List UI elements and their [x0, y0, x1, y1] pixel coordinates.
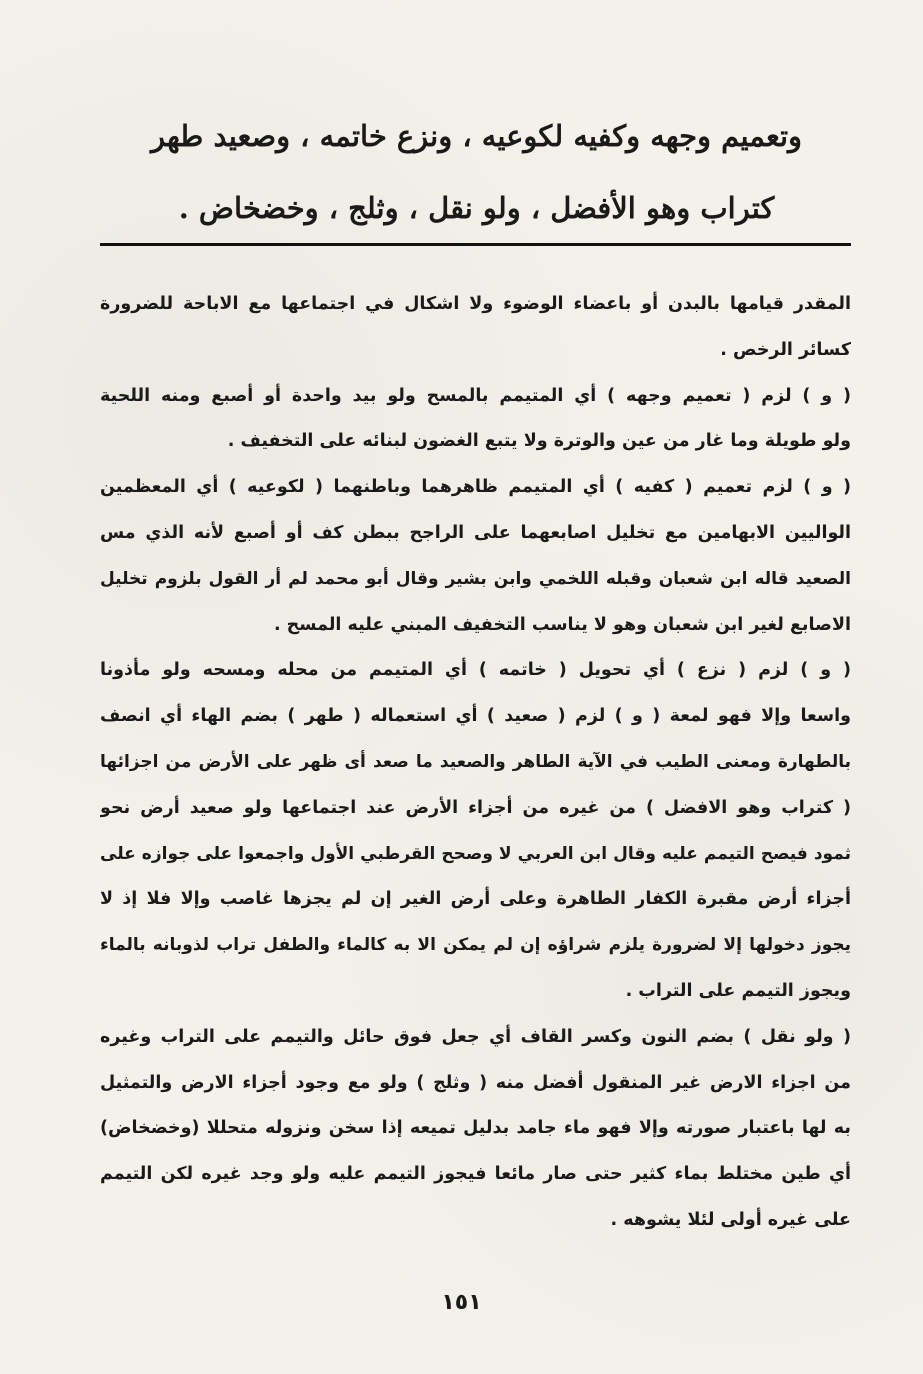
commentary-line: يجوز دخولها إلا لضرورة يلزم شراؤه إن لم يمكن الا به كالماء والطفل تراب لذوبانه بالماء [100, 935, 851, 956]
matn-line: كتراب وهو الأفضل ، ولو نقل ، وثلج ، وخضخاض . [178, 191, 775, 225]
page-number: ١٥١ [441, 1290, 482, 1315]
commentary-line: ثمود فيصح التيمم عليه وقال ابن العربي لا وصحح القرطبي الأول واجمعوا على جوازه على [100, 843, 851, 864]
commentary-line: ( و ) لزم ( تعميم وجهه ) أي المتيمم بالمسح ولو بيد واحدة أو أصبع ومنه اللحية [100, 385, 851, 406]
commentary-text [100, 282, 851, 1244]
commentary-line: أجزاء أرض مقبرة الكفار الطاهرة وعلى أرض الغير إن لم يجزها غاصب وإلا فلا إذ لا [100, 889, 851, 910]
commentary-line: ولو طويلة وما غار من عين والوترة ولا يتبع الغضون لبنائه على التخفيف . [227, 431, 851, 452]
commentary-line: ( و ) لزم ( نزع ) أي تحويل ( خاتمه ) أي المتيمم من محله ومسحه ولو مأذونا [100, 660, 851, 681]
commentary-line: أي طين مختلط بماء كثير حتى صار مائعا فيجوز التيمم عليه ولو وجد غيره لكن التيمم [100, 1164, 851, 1185]
matn-text [110, 100, 843, 244]
commentary-line: به لها باعتبار صورته وإلا فهو ماء جامد بدليل تميعه إذا سخن ونزوله متحللا (وخضخاض) [100, 1118, 851, 1139]
commentary-line: من اجزاء الارض غير المنقول أفضل منه ( وثلج ) ولو مع وجود أجزاء الارض والتمثيل [100, 1072, 851, 1093]
commentary-line: بالطهارة ومعنى الطيب في الآية الطاهر والصعيد ما صعد أى ظهر على الأرض من اجزائها [100, 751, 851, 772]
commentary-line: المقدر قيامها بالبدن أو باعضاء الوضوء ولا اشكال في اجتماعها مع الاباحة للضرورة [100, 294, 851, 314]
commentary-line: الواليين الابهامين مع تخليل اصابعهما على الراجح ببطن كف أو أصبع لأنه الذي مس [100, 522, 851, 543]
commentary-line: الصعيد قاله ابن شعبان وقبله اللخمي وابن بشير وقال أبو محمد لم أر القول بلزوم تخليل [100, 568, 851, 589]
commentary-line: على غيره أولى لئلا يشوهه . [610, 1209, 851, 1230]
commentary-line: ( ولو نقل ) بضم النون وكسر القاف أي جعل فوق حائل والتيمم على التراب وغيره [100, 1026, 851, 1047]
commentary-line: كسائر الرخص . [720, 339, 851, 360]
commentary-line: واسعا وإلا فهو لمعة ( و ) لزم ( صعيد ) أي استعماله ( طهر ) بضم الهاء أي انصف [100, 706, 851, 727]
commentary-line: ويجوز التيمم على التراب . [625, 980, 851, 1001]
commentary-line: ( و ) لزم تعميم ( كفيه ) أي المتيمم ظاهرهما وباطنهما ( لكوعيه ) أي المعظمين [100, 477, 851, 498]
commentary-line: ( كتراب وهو الافضل ) من غيره من أجزاء الأرض عند اجتماعها ولو صعيد أرض نحو [100, 797, 851, 818]
commentary-line: الاصابع لغير ابن شعبان وهو لا يناسب التخفيف المبني عليه المسح . [273, 614, 851, 635]
separator-line [100, 243, 851, 246]
matn-line: وتعميم وجهه وكفيه لكوعيه ، ونزع خاتمه ، وصعيد طهر [150, 119, 803, 153]
